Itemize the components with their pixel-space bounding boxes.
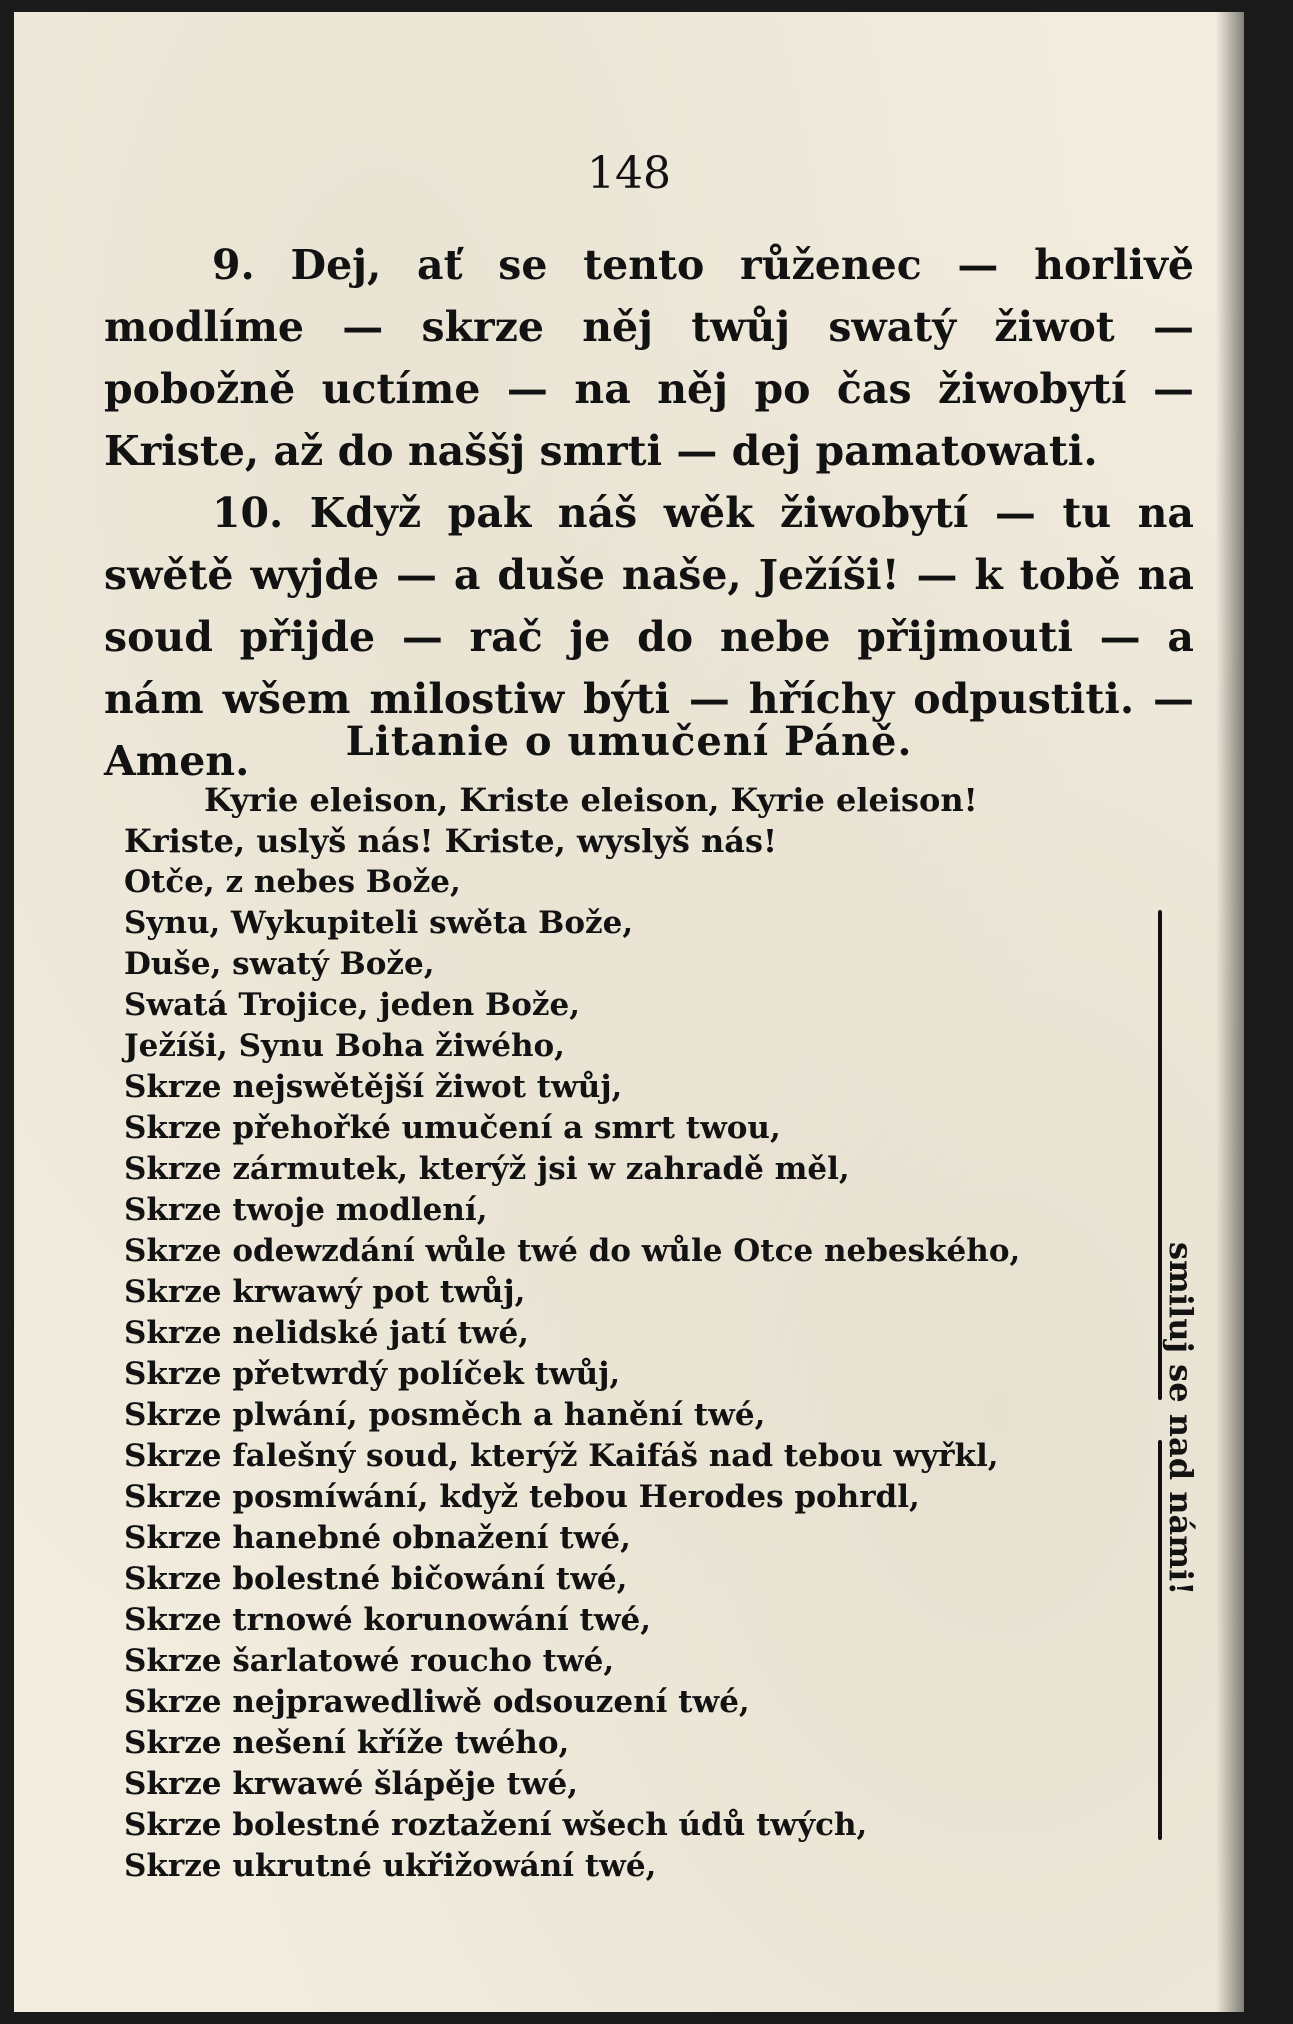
litany-response	[1149, 1242, 1209, 1632]
invocation-line: Skrze nejprawedliwě odsouzení twé,	[124, 1684, 750, 1720]
invocation-line: Duše, swatý Bože,	[124, 946, 435, 982]
prayer-paragraph-9: 9. Dej, ať se tento růženec — horlivě modlíme — skrze něj twůj swatý žiwot — pobožně uctíme — na něj po čas žiwobytí — Kriste, až do naššj smrti — dej pamatowati.	[104, 241, 1194, 475]
invocation-line: Skrze plwání, posměch a hanění twé,	[124, 1397, 766, 1433]
invocation-line: Swatá Trojice, jeden Bože,	[124, 987, 581, 1023]
invocation-line: Skrze posmíwání, když tebou Herodes pohrdl,	[124, 1479, 920, 1515]
invocation-line: Skrze trnowé korunowání twé,	[124, 1602, 652, 1638]
invocation-line: Skrze šarlatowé roucho twé,	[124, 1643, 615, 1679]
invocation-line: Skrze krwawý pot twůj,	[124, 1274, 526, 1310]
invocation-line: Skrze krwawé šlápěje twé,	[124, 1766, 579, 1802]
invocation-line: Synu, Wykupiteli swěta Bože,	[124, 905, 634, 941]
litany-title: Litanie o umučení Páně.	[345, 718, 913, 765]
invocation-line: Ježíši, Synu Boha žiwého,	[124, 1028, 565, 1064]
litany-body	[124, 780, 1124, 1887]
invocation-line: Skrze bolestné roztažení wšech údů twých,	[124, 1807, 868, 1843]
invocation-line: Skrze přetwrdý políček twůj,	[124, 1356, 621, 1392]
invocation-line: Skrze zármutek, kterýž jsi w zahradě měl,	[124, 1151, 850, 1187]
invocation-line: Otče, z nebes Bože,	[124, 864, 461, 900]
litany-intro-line: Kriste, uslyš nás! Kriste, wyslyš nás!	[124, 822, 778, 860]
invocation-line: Skrze nelidské jatí twé,	[124, 1315, 529, 1351]
invocation-line: Skrze twoje modlení,	[124, 1192, 488, 1228]
invocation-line: Skrze nešení kříže twého,	[124, 1725, 570, 1761]
gutter-shadow	[1216, 12, 1244, 2012]
response-text: smiluj se nad námi!	[1162, 1242, 1200, 1596]
invocation-line: Skrze odewzdání wůle twé do wůle Otce nebeského,	[124, 1233, 1021, 1269]
invocation-line: Skrze falešný soud, kterýž Kaifáš nad tebou wyřkl,	[124, 1438, 999, 1474]
prayer-text	[104, 234, 1194, 792]
prayer-paragraph-10: 10. Když pak náš wěk žiwobytí — tu na swětě wyjde — a duše naše, Ježíši! — k tobě na soud přijde — rač je do nebe přijmouti — a nám wšem milostiw býti — hříchy odpustiti. — Amen.	[104, 489, 1194, 785]
invocation-line: Skrze hanebné obnažení twé,	[124, 1520, 631, 1556]
litany-intro-line: Kyrie eleison, Kriste eleison, Kyrie eleison!	[204, 781, 978, 819]
book-page	[14, 12, 1244, 2012]
invocation-line: Skrze nejswětější žiwot twůj,	[124, 1069, 623, 1105]
page-number: 148	[587, 148, 671, 199]
invocation-line: Skrze bolestné bičowání twé,	[124, 1561, 628, 1597]
invocation-line: Skrze ukrutné ukřižowání twé,	[124, 1848, 657, 1884]
invocation-line: Skrze přehořké umučení a smrt twou,	[124, 1110, 781, 1146]
